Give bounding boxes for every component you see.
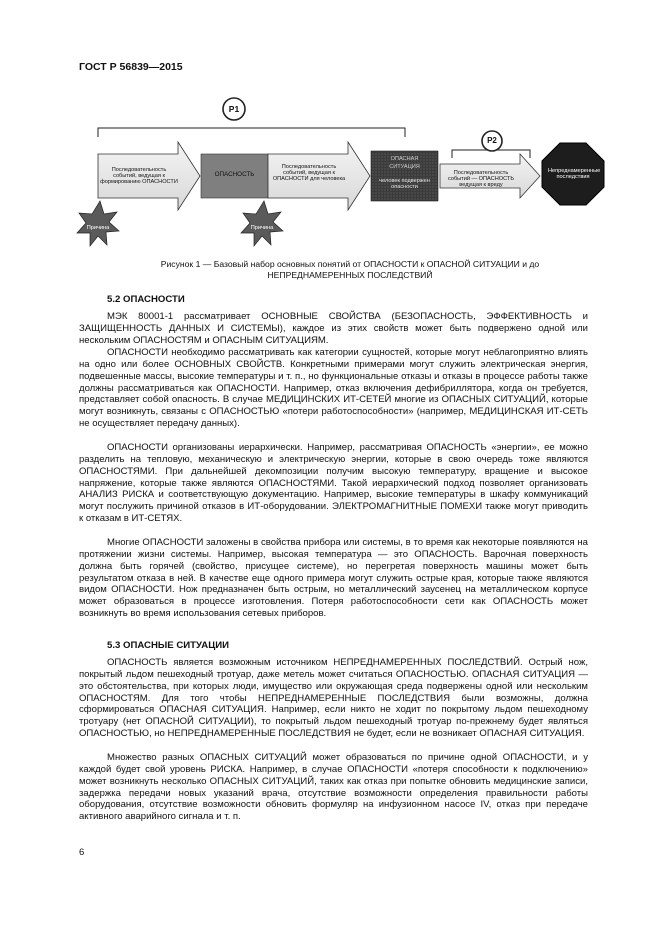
s53-paragraph-2: Множество разных ОПАСНЫХ СИТУАЦИЙ может образоваться по причине одной ОПАСНОСТИ, и у каждой будет свой уровень РИСКА. Например, в случае ОПАСНОСТИ «потеря способности к подключению» может возникнуть несколько ОПАСНЫХ СИТУАЦИЙ, таких как отказ при попытке обновить медицинские записи, задержка передачи новых указаний врача, отсутствие возможности определения правильности работы оборудования, отсутствие возможности обновить формуляр на инфузионном насосе IV, отказ при передаче активного аварийного сигнала и т. п. <box>79 752 588 823</box>
situation-box-mid: СИТУАЦИЯ <box>389 164 420 170</box>
s52-paragraph-4: Многие ОПАСНОСТИ заложены в свойства прибора или системы, в то время как некоторые появляются на протяжении жизни системы. Например, высокая температура — это ОПАСНОСТЬ. Варочная поверхность должна быть горячей (свойство, присущее системе), но перегретая поверхность машины может быть результатом отказа в ней. В качестве еще одного примера могут служить острые края, которые также являются видом ОПАСНОСТИ. Нож предназначен быть острым, но металлический заусенец на металлическом корпусе может образоваться в процессе изготовления. Потеря работоспособности сети как ОПАСНОСТЬ может возникнуть во время использования сетевых приборов. <box>79 537 588 620</box>
arrow1-text: Последовательность событий, ведущая к формированию ОПАСНОСТИ <box>100 167 178 186</box>
arrow2-text: Последовательность событий, ведущая к ОПАСНОСТИ для человека <box>272 164 346 183</box>
figure-caption: Рисунок 1 — Базовый набор основных понятий от ОПАСНОСТИ к ОПАСНОЙ СИТУАЦИИ и до НЕПРЕДНАМЕРЕННЫХ ПОСЛЕДСТВИЙ <box>160 259 540 280</box>
situation-box-top: ОПАСНАЯ <box>390 156 419 162</box>
section-5-2-title: 5.2 ОПАСНОСТИ <box>107 294 185 305</box>
situation-box-bottom: человек подвержен опасности <box>379 178 430 191</box>
cause-label-2: Причина <box>250 225 274 231</box>
p2-label: P2 <box>487 136 497 145</box>
document-header: ГОСТ Р 56839—2015 <box>79 61 183 73</box>
figure-diagram <box>0 0 661 260</box>
s52-paragraph-3: ОПАСНОСТИ организованы иерархически. Например, рассматривая ОПАСНОСТЬ «энергии», ее можно разделить на тепловую, механическую и электрическую энергии, которые в свою очередь тоже являются ОПАСНОСТЯМИ. При дальнейшей декомпозиции получим высокую температуру, вращение и высокое напряжение, которые также являются ОПАСНОСТЯМИ. Такой иерархический подход позволяет организовать АНАЛИЗ РИСКА и соответствующую документацию. Например, высокие температуры в шкафу коммуникаций могут послужить причиной отказов в ИТ-оборудовании. ЭЛЕКТРОМАГНИТНЫЕ ПОМЕХИ также могут приводить к отказам в ИТ-СЕТЯХ. <box>79 442 588 525</box>
p1-label: P1 <box>228 104 240 114</box>
cause-label-1: Причина <box>86 225 110 231</box>
hazard-box-text: ОПАСНОСТЬ <box>214 171 255 178</box>
s53-paragraph-1: ОПАСНОСТЬ является возможным источником НЕПРЕДНАМЕРЕННЫХ ПОСЛЕДСТВИЙ. Острый нож, покрытый льдом пешеходный тротуар, даже метель может считаться ОПАСНОСТЬЮ. ОПАСНАЯ СИТУАЦИЯ — это обстоятельства, при которых люди, имущество или окружающая среда подвержены одной или нескольким ОПАСНОСТЯМ. Для того чтобы НЕПРЕДНАМЕРЕННЫЕ ПОСЛЕДСТВИЯ были возможны, должна сформироваться ОПАСНАЯ СИТУАЦИЯ. Например, если никто не ходит по покрытому льдом пешеходному тротуару (нет ОПАСНОЙ СИТУАЦИИ), то покрытый льдом пешеходный тротуар по-прежнему будет являться ОПАСНОСТЬЮ, но НЕПРЕДНАМЕРЕННЫЕ ПОСЛЕДСТВИЯ не будет, если не возникает ОПАСНАЯ СИТУАЦИЯ. <box>79 657 588 740</box>
cause-star-1 <box>77 201 119 246</box>
s52-paragraph-2: ОПАСНОСТИ необходимо рассматривать как категории сущностей, которые могут неблагоприятно влиять на одно или более ОСНОВНЫХ СВОЙСТВ. Конкретными примерами могут служить электрическая энергия, подвешенные массы, высокие температуры и т. п., но функциональные отказы и отказы в процессе работы также должны рассматриваться как ОПАСНОСТИ. Например, отказ включения дефибриллятора, когда он требуется, представляет собой опасность. В случае МЕДИЦИНСКИХ ИТ-СЕТЕЙ многие из ОПАСНЫХ СИТУАЦИЙ, которые могут возникнуть, связаны с ОПАСНОСТЬЮ «потери работоспособности» (например, МЕДИЦИНСКАЯ ИТ-СЕТЬ не осуществляет передачу данных). <box>79 347 588 430</box>
s52-paragraph-1: МЭК 80001-1 рассматривает ОСНОВНЫЕ СВОЙСТВА (БЕЗОПАСНОСТЬ, ЭФФЕКТИВНОСТЬ и ЗАЩИЩЕННОСТЬ ДАННЫХ И СИСТЕМЫ), каждое из этих свойств может быть подвержено одной или нескольким ОПАСНОСТЯМ и ОПАСНЫМ СИТУАЦИЯМ. <box>79 311 588 346</box>
section-5-3-title: 5.3 ОПАСНЫЕ СИТУАЦИИ <box>107 640 230 651</box>
figure-1 <box>0 0 661 260</box>
octagon-text: Непреднамеренные последствия <box>548 168 601 181</box>
arrow3-text: Последовательность событий — ОПАСНОСТЬ ведущая к вреду <box>447 170 515 189</box>
page-number: 6 <box>79 847 85 858</box>
cause-star-2 <box>241 201 283 246</box>
